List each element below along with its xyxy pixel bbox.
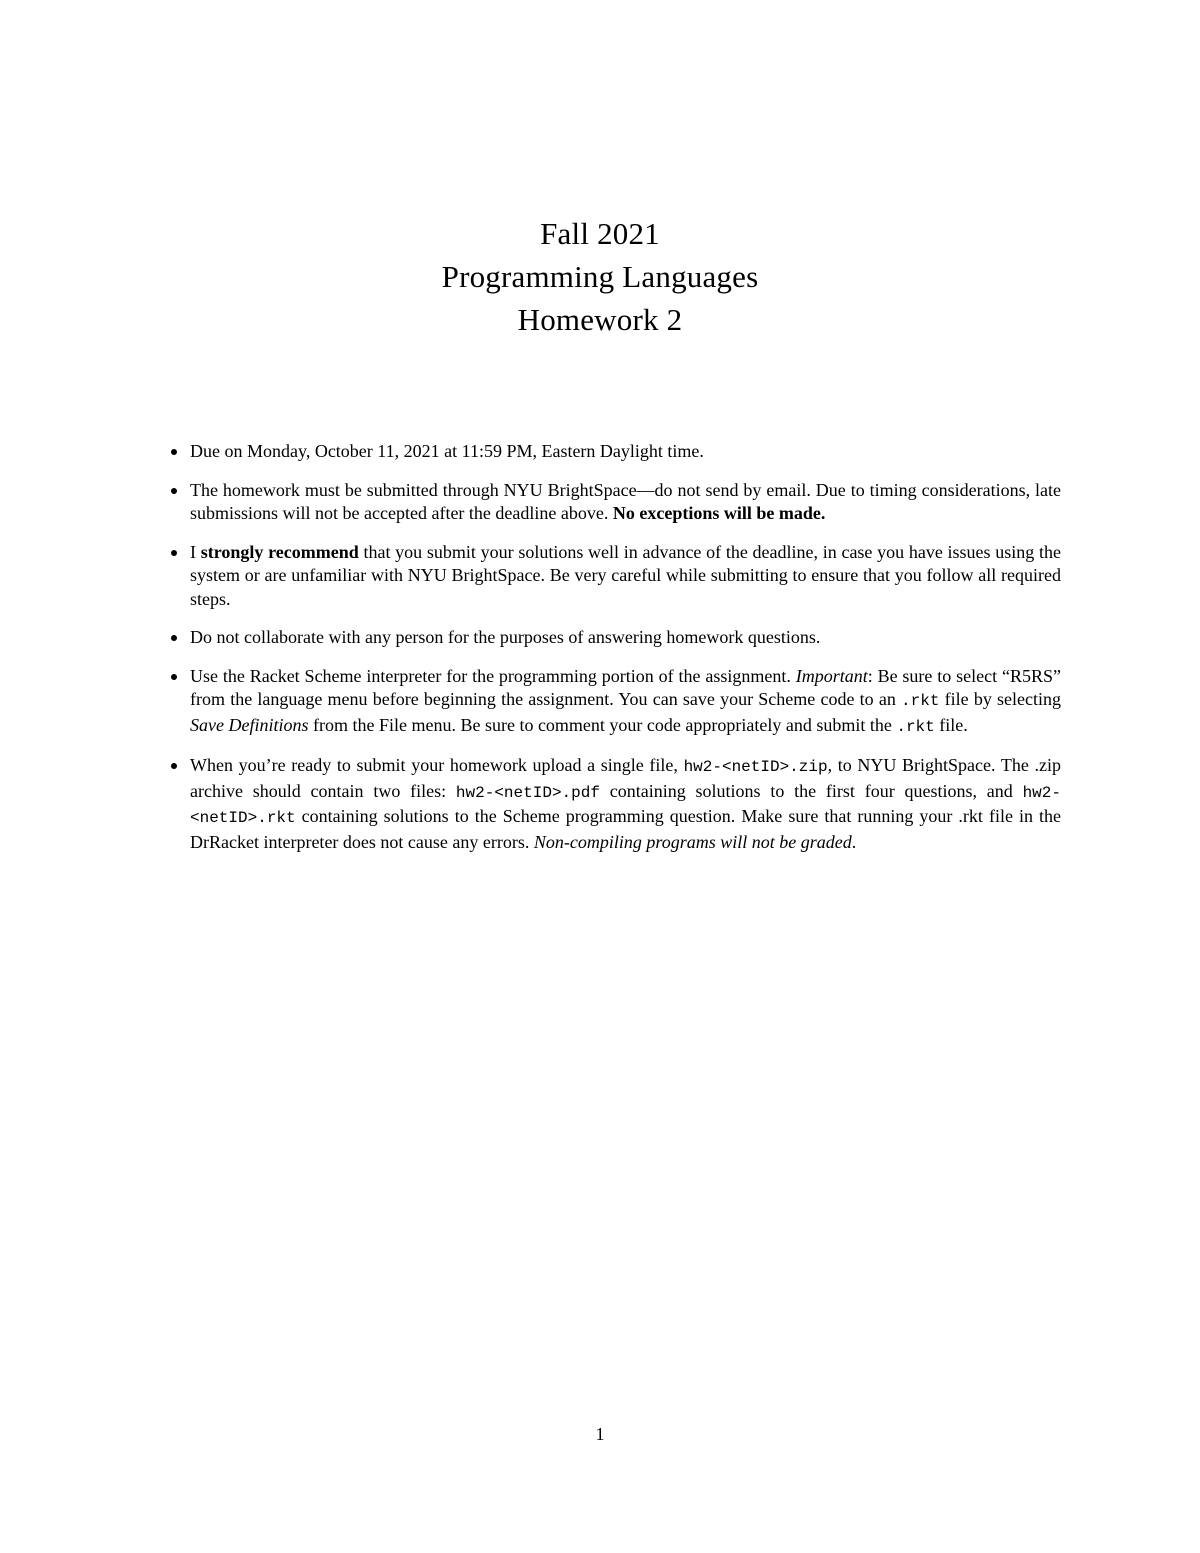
rkt-extension-2: .rkt xyxy=(896,717,935,736)
bullet-icon xyxy=(171,449,177,455)
non-compiling-text: Non-compiling programs will not be graded xyxy=(533,831,852,852)
strongly-recommend-text: strongly recommend xyxy=(200,541,359,562)
bullet-icon xyxy=(171,763,177,769)
upload-text-4: containing solutions to the Scheme programming question. Make sure that running your .rkt file in the DrRacket interpreter does not cause any errors. xyxy=(190,806,1061,852)
bullet-icon xyxy=(171,674,177,680)
list-item-upload xyxy=(168,754,1061,854)
upload-text-5: . xyxy=(851,831,857,852)
racket-text-3: file by selecting xyxy=(939,689,1062,709)
save-definitions-text: Save Definitions xyxy=(190,714,309,735)
pdf-filename: hw2-<netID>.pdf xyxy=(455,783,600,802)
racket-text-5: file. xyxy=(934,714,968,735)
upload-text-1: When you’re ready to submit your homework upload a single file, xyxy=(190,755,684,775)
course-title: Programming Languages xyxy=(441,259,759,294)
collaboration-text: Do not collaborate with any person for the purposes of answering homework questions. xyxy=(190,627,821,647)
upload-text-2: , to NYU BrightSpace. The .zip archive should contain two files: xyxy=(190,755,1061,801)
zip-filename: hw2-<netID>.zip xyxy=(683,758,828,776)
title-block xyxy=(0,212,1200,341)
list-item-recommendation xyxy=(168,541,1061,612)
recommend-text-start: I xyxy=(190,541,201,562)
bullet-icon xyxy=(171,488,177,494)
list-item-racket xyxy=(168,665,1061,740)
bullet-icon xyxy=(171,550,177,556)
racket-text-1: Use the Racket Scheme interpreter for the programming portion of the assignment. xyxy=(190,665,796,686)
upload-text-3: containing solutions to the first four questions, and xyxy=(599,780,1023,801)
submission-text: The homework must be submitted through NYU BrightSpace—do not send by email. Due to timing considerations, late submissions will not be accepted after the deadline above. xyxy=(190,479,1061,523)
homework-title: Homework 2 xyxy=(517,302,683,337)
no-exceptions-text: No exceptions will be made. xyxy=(612,503,826,523)
list-item-submission xyxy=(168,479,1061,526)
due-date-text: Due on Monday, October 11, 2021 at 11:59 PM, Eastern Daylight time. xyxy=(190,441,704,461)
list-item-due-date xyxy=(168,440,1061,464)
important-text: Important xyxy=(795,665,868,686)
instructions-list xyxy=(168,440,1061,869)
recommend-text-end: that you submit your solutions well in advance of the deadline, in case you have issues using the system or are unfamiliar with NYU BrightSpace. Be very careful while submitting to ensure that you follow all required steps. xyxy=(190,541,1061,609)
page-number: 1 xyxy=(595,1424,605,1444)
list-item-collaboration xyxy=(168,626,1061,650)
racket-text-2: : Be sure to select “R5RS” from the language menu before beginning the assignment. You can save your Scheme code to an xyxy=(190,665,1061,709)
bullet-icon xyxy=(171,635,177,641)
semester-title: Fall 2021 xyxy=(540,216,660,251)
rkt-filename: hw2-<netID>.rkt xyxy=(190,783,1061,827)
racket-text-4: from the File menu. Be sure to comment your code appropriately and submit the xyxy=(308,714,897,735)
rkt-extension-1: .rkt xyxy=(901,692,940,710)
